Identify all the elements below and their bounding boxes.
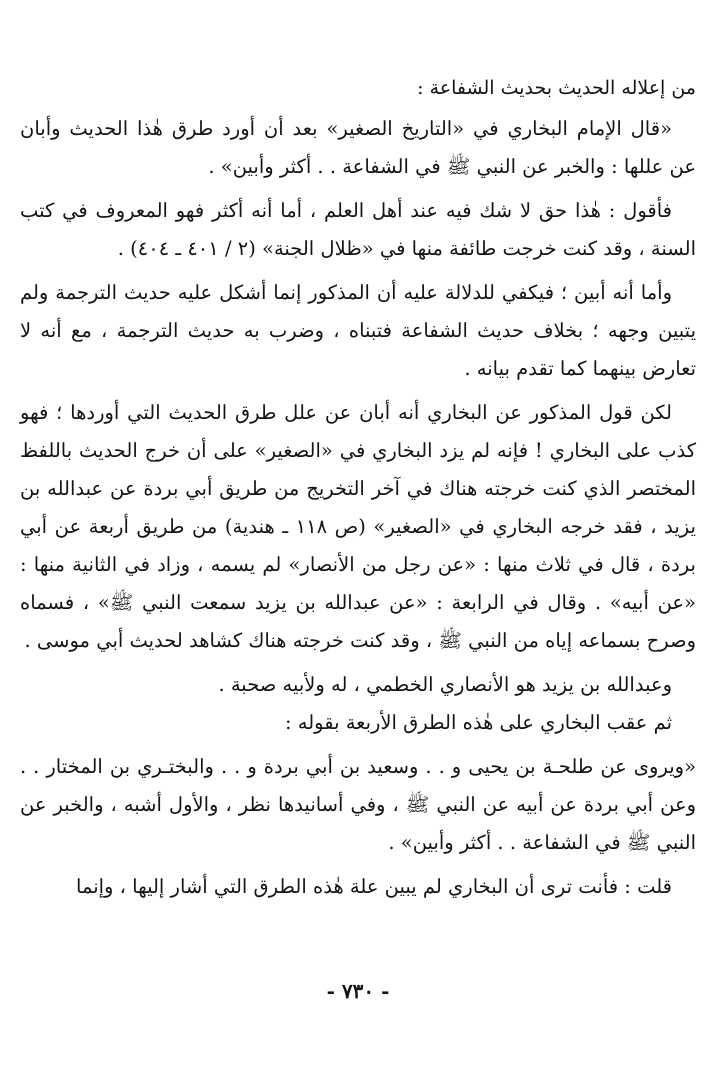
paragraph-reply: فأقول : هٰذا حق لا شك فيه عند أهل العلم ، أما أنه أكثر فهو المعروف في كتب السنة ، وقد كنت خرجت طائفة منها في «ظلال الجنة» (٢ / ٤٠١ ـ ٤٠٤) . xyxy=(20,199,696,260)
paragraph-bukhari-comment: «ويروى عن طلحـة بن يحيى و . . وسعيد بن أبي بردة و . . والبختـري بن المختار . . وعن أبي بردة عن أبيه عن النبي ﷺ ، وفي أسانيدها نظر ، والأول أشبه ، والخبر عن النبي ﷺ في الشفاعة . . أكثر وأبين» . xyxy=(20,755,696,854)
paragraph-narrator-note: وعبدالله بن يزيد هو الأنصاري الخطمي ، له ولأبيه صحبة . xyxy=(218,673,672,696)
paragraph-clarity: وأما أنه أبين ؛ فيكفي للدلالة عليه أن المذكور إنما أشكل عليه حديث الترجمة ولم يتبين وجهه ؛ بخلاف حديث الشفاعة فتبناه ، وضرب به حديث الترجمة ، مع أنه لا تعارض بينهما كما تقدم بيانه . xyxy=(20,281,696,380)
page-number: - ٧٣٠ - xyxy=(326,979,390,1003)
section-heading: من إعلاله الحديث بحديث الشفاعة : xyxy=(417,77,696,99)
paragraph-bukhari-comment-intro: ثم عقب البخاري على هٰذه الطرق الأربعة بقوله : xyxy=(285,711,672,734)
paragraph-critique: لكن قول المذكور عن البخاري أنه أبان عن علل طرق الحديث التي أوردها ؛ فهو كذب على البخاري ! فإنه لم يزد البخاري في «الصغير» على أن خرج الحديث باللفظ المختصر الذي كنت خرجته هناك في آخر التخريج من طريق أبي بردة عن عبدالله بن يزيد ، فقد خرجه البخاري في «الصغير» (ص ١١٨ ـ هندية) من طريق أربعة عن أبي بردة ، قال في ثلاث منها : «عن رجل من الأنصار» لم يسمه ، وزاد في الثانية منها : «عن أبيه» . وقال في الرابعة : «عن عبدالله بن يزيد سمعت النبي ﷺ» ، فسماه وصرح بسماعه إياه من النبي ﷺ ، وقد كنت خرجته هناك كشاهد لحديث أبي موسى . xyxy=(20,401,696,652)
paragraph-bukhari-quote: «قال الإمام البخاري في «التاريخ الصغير» بعد أن أورد طرق هٰذا الحديث وأبان عن عللها : والخبر عن النبي ﷺ في الشفاعة . . أكثر وأبين» . xyxy=(20,117,696,178)
paragraph-conclusion: قلت : فأنت ترى أن البخاري لم يبين علة هٰذه الطرق التي أشار إليها ، وإنما xyxy=(76,875,672,898)
document-page xyxy=(20,70,696,1050)
